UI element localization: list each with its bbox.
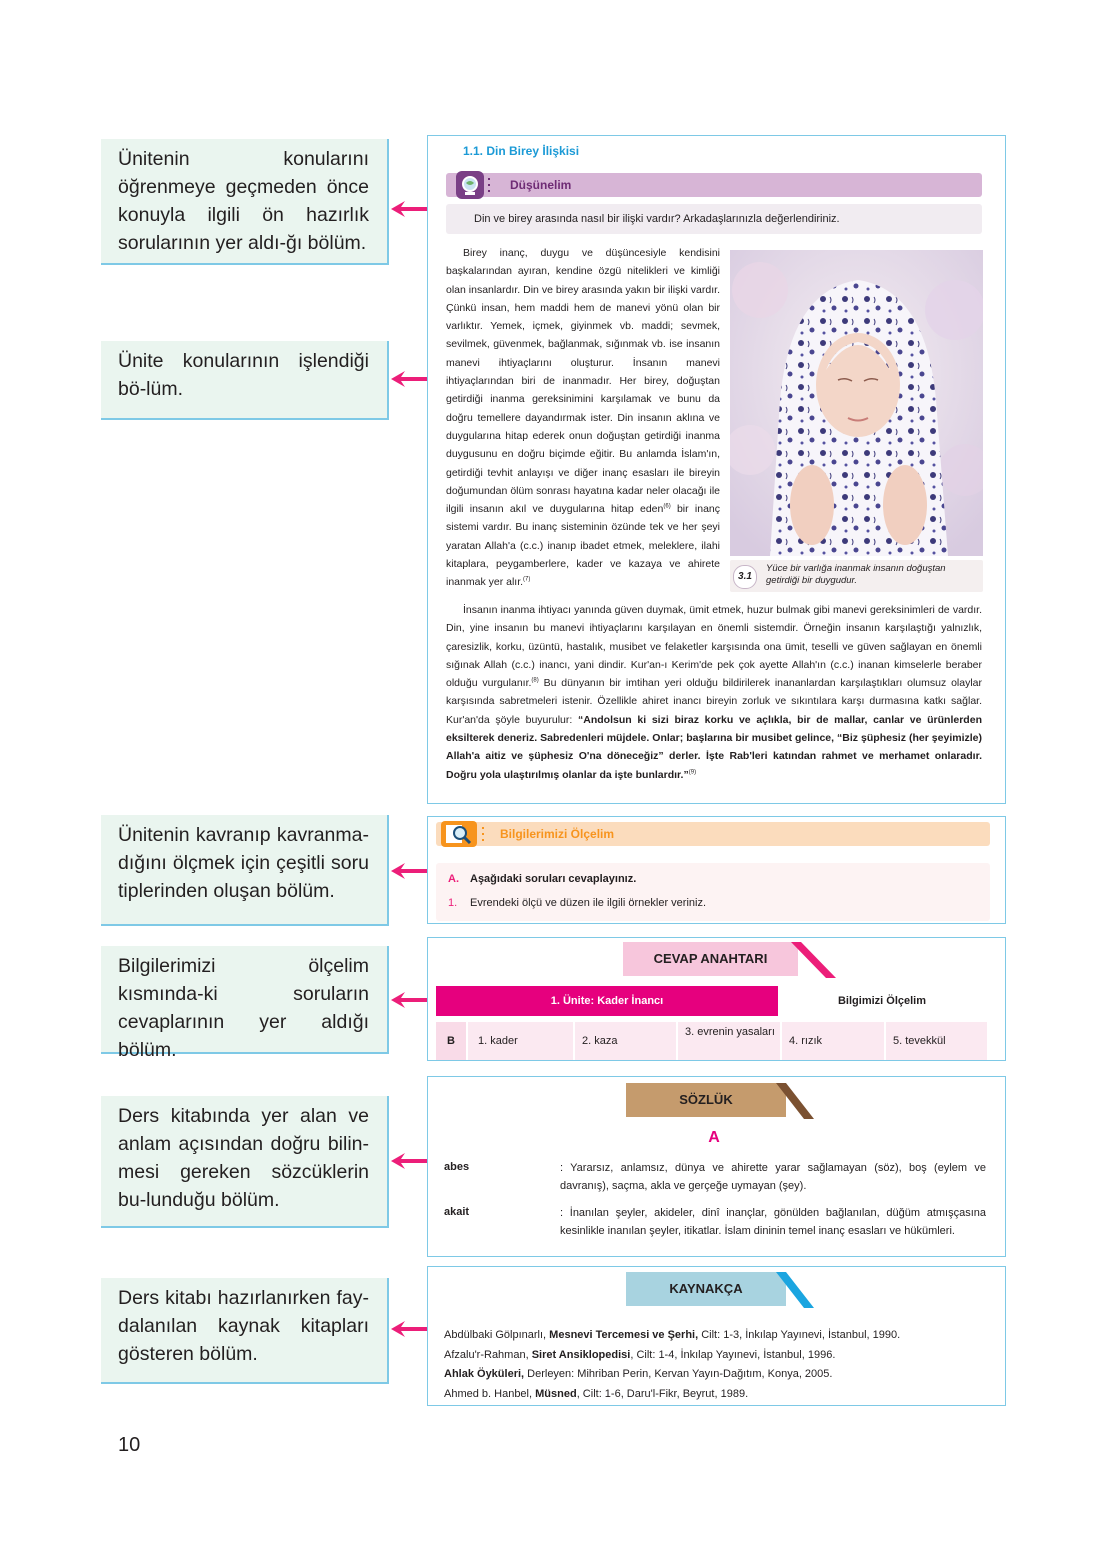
arrow-left-icon <box>391 1321 429 1337</box>
bibliography-list <box>444 1326 994 1404</box>
praying-girl-photo <box>730 250 983 556</box>
verse-quote: “Andolsun ki sizi biraz korku ve açlıkla, bir de mallar, canlar ve ürünlerden eksilterek deneriz. Sabredenleri müjdele. Onlar; başlarına bir musibet gelince, “Biz şüphesiz (her şeyimizle) Allah'a aitiz ve şüphesiz O'na döneceğiz” derler. İşte Rab'leri katından rahmet ve merhamet onlaradır. Doğru yola ulaştırılmış olanlar da işte bunlardır.” <box>446 713 982 781</box>
assessment-panel <box>427 816 1006 924</box>
footnote-ref: (6) <box>663 503 671 510</box>
answer-cell: 2. kaza <box>582 1035 618 1047</box>
glossary-tab: SÖZLÜK <box>679 1092 733 1107</box>
footnote-ref: (8) <box>531 677 539 684</box>
para2-text: İnsanın inanma ihtiyacı yanında güven duymak, ümit etmek, huzur bulmak gibi manevi gereksinimleri de vardır. Din, yine insanın bu manevi ihtiyaçlarını karşılayan en önemli sistemdir. Örneğin insanın karşılaştığı yalnızlık, çaresizlik, korku, üzüntü, hastalık, musibet ve felaketler karşısında ona ümit, teselli ve güven sağlayan en önemli sığınak Allah (c.c.) inancı, yani dindir. Kur'an-ı Kerim'de pek çok ayette Allah'ın (c.c.) inanan kimselerle beraber olduğu vurgulanır. <box>446 604 982 690</box>
row-label: B <box>436 1022 466 1060</box>
glossary-definition: : Yararsız, anlamsız, dünya ve ahirette yarar sağlamayan (söz), boş (eylem ve davranış), saçma, akla ve gerçeğe uymayan (şey). <box>560 1162 986 1192</box>
answer-key-panel <box>427 937 1006 1061</box>
magnifier-icon <box>440 819 478 849</box>
glossary-term: akait <box>444 1206 470 1218</box>
answer-cell: 5. tevekkül <box>893 1035 946 1047</box>
paragraph-2 <box>446 601 982 784</box>
answer-cell: 4. rızık <box>789 1035 823 1047</box>
glossary-letter: A <box>708 1129 720 1146</box>
glossary-term: abes <box>444 1161 470 1173</box>
thinking-globe-icon <box>456 171 484 199</box>
dots-icon <box>486 176 496 194</box>
para1-text-b: bir inanç sistemi vardır. Bu inanç sisteminin özünde tek ve her şeyi yaratan Allah'a (c.c.) inanıp ibadet etmek, meleklere, ilahi kitaplara, peygamberlere, kader ve kazaya ve ahirete inanmak yer alır. <box>446 503 720 589</box>
glossary-panel <box>427 1076 1006 1257</box>
bibliography-entry: Ahlak Öyküleri, Derleyen: Mihriban Perin, Kervan Yayın-Dağıtım, Konya, 2005. <box>444 1368 833 1380</box>
answer-cell: 3. evrenin yasaları <box>685 1026 775 1038</box>
callout-text: Ünite konularının işlendiği bö-lüm. <box>118 350 369 400</box>
bibliography-panel <box>427 1266 1006 1406</box>
arrow-left-icon <box>391 863 429 879</box>
lesson-panel <box>427 135 1006 804</box>
bibliography-tab: KAYNAKÇA <box>669 1281 743 1296</box>
dusunelim-label: Düşünelim <box>510 178 572 192</box>
callout-preparation <box>101 139 389 265</box>
callout-text: Bilgilerimizi ölçelim kısmında-ki soruların cevaplarının yer aldığı bölüm. <box>118 955 369 1061</box>
bibliography-entry: Abdülbaki Gölpınarlı, Mesnevi Tercemesi ve Şerhi, Cilt: 1-3, İnkılap Yayınevi, İstanbul, 1990. <box>444 1329 901 1341</box>
arrow-left-icon <box>391 371 429 387</box>
callout-answer-key <box>101 946 389 1061</box>
bibliography-entry: Ahmed b. Hanbel, Müsned, Cilt: 1-6, Daru'l-Fikr, Beyrut, 1989. <box>444 1387 749 1400</box>
question-number: 1. <box>448 897 458 909</box>
assessment-bar <box>436 822 990 846</box>
answer-key-header-bar <box>436 986 778 1016</box>
callout-text: Ders kitabında yer alan ve anlam açısından doğru bilin-mesi gereken sözcüklerin bu-lunduğu bölüm. <box>118 1105 369 1211</box>
footnote-ref: (9) <box>688 769 697 776</box>
answer-row <box>436 1022 987 1060</box>
callout-assessment <box>101 815 389 926</box>
footnote-ref: (7) <box>523 576 531 583</box>
glossary-definition: : İnanılan şeyler, akideler, dinî inançlar, gönülden bağlanılan, düğüm atmışçasına kesinlikle inanılan şeyler, itikatlar. İslam dininin temel inanç esasları ve hükümleri. <box>560 1207 986 1237</box>
dusunelim-bar <box>446 173 982 197</box>
side-header: Bilgimizi Ölçelim <box>837 995 927 1007</box>
dots-icon <box>480 825 490 843</box>
callout-text: Ders kitabı hazırlanırken fay-dalanılan kaynak kitapları gösteren bölüm. <box>118 1287 369 1365</box>
arrow-left-icon <box>391 992 429 1008</box>
section-title: 1.1. Din Birey İlişkisi <box>463 144 580 158</box>
para1-text: Birey inanç, duygu ve düşüncesiyle kendisini başkalarından ayıran, kendine özgü nitelikleri ve kimliği olan insanlardır. Din ve birey arasında yakın bir ilişki vardır. Çünkü insan, hem maddi hem de manevi yönü olan bir varlıktır. Yemek, içmek, giyinmek vb. maddi; sevmek, sevilmek, güvenmek, bağlanmak, sığınmak vb. ise insanın manevi ihtiyaçlarını oluşturur. İnsanın manevi ihtiyaçlarından biri de inanmadır. Her birey, doğuştan getirdiği inanma gereksinimini karşılamak ve bunu da doğru temellere dayandırmak ister. Din insanın aklına ve duygularına hitap ederek onun doğuştan getirdiği inanma duygusunu en doğru biçimde eğitir. Bu anlamda İslam'ın, getirdiği tevhit anlayışı ve diğer inanç esasları ile bireyin doğumundan ölüm sonrası hayatına kadar neler olacağı ile ilgili insanın akıl ve duygularına hitap eden <box>446 247 720 516</box>
arrow-left-icon <box>391 201 429 217</box>
callout-glossary <box>101 1096 389 1228</box>
callout-text: Ünitenin kavranıp kavranma-dığını ölçmek için çeşitli soru tiplerinden oluşan bölüm. <box>118 824 369 902</box>
assessment-questions <box>436 863 990 921</box>
assessment-label: Bilgilerimizi Ölçelim <box>500 827 615 841</box>
callout-bibliography <box>101 1278 389 1384</box>
bibliography-entry: Afzalu'r-Rahman, Siret Ansiklopedisi, Cilt: 1-4, İnkılap Yayınevi, İstanbul, 1996. <box>444 1348 836 1361</box>
question-text: Evrendeki ölçü ve düzen ile ilgili örnekler veriniz. <box>470 897 707 909</box>
dusunelim-question: Din ve birey arasında nasıl bir ilişki vardır? Arkadaşlarınızla değerlendiriniz. <box>446 204 982 234</box>
caption-text: Yüce bir varlığa inanmak insanın doğuştan getirdiği bir duygudur. <box>766 563 946 586</box>
arrow-left-icon <box>391 1153 429 1169</box>
paragraph-1 <box>446 244 720 592</box>
page-number: 10 <box>118 1434 141 1456</box>
photo-caption <box>730 560 983 592</box>
answer-cell: 1. kader <box>478 1035 518 1047</box>
caption-number: 3.1 <box>733 565 757 589</box>
callout-text: Ünitenin konularını öğrenmeye geçmeden önce konuyla ilgili ön hazırlık sorularının yer aldı-ğı bölüm. <box>118 148 369 254</box>
part-letter: A. <box>448 873 459 885</box>
part-title: Aşağıdaki soruları cevaplayınız. <box>470 873 637 885</box>
answer-key-tab: CEVAP ANAHTARI <box>653 951 768 966</box>
callout-topics <box>101 341 389 420</box>
para2-text-b: Bu dünyanın bir imtihan yeri olduğu bildirilerek inananlardan karşılaştıkları olumsuz olaylar karşısında sabretmeleri istenir. Özellikle ahiret inancı bireyin zorluk ve sıkıntılara karşı durmasına katkı sağlar. Kur'an'da şöyle buyurulur: <box>446 677 982 726</box>
unit-header: 1. Ünite: Kader İnancı <box>550 995 664 1007</box>
